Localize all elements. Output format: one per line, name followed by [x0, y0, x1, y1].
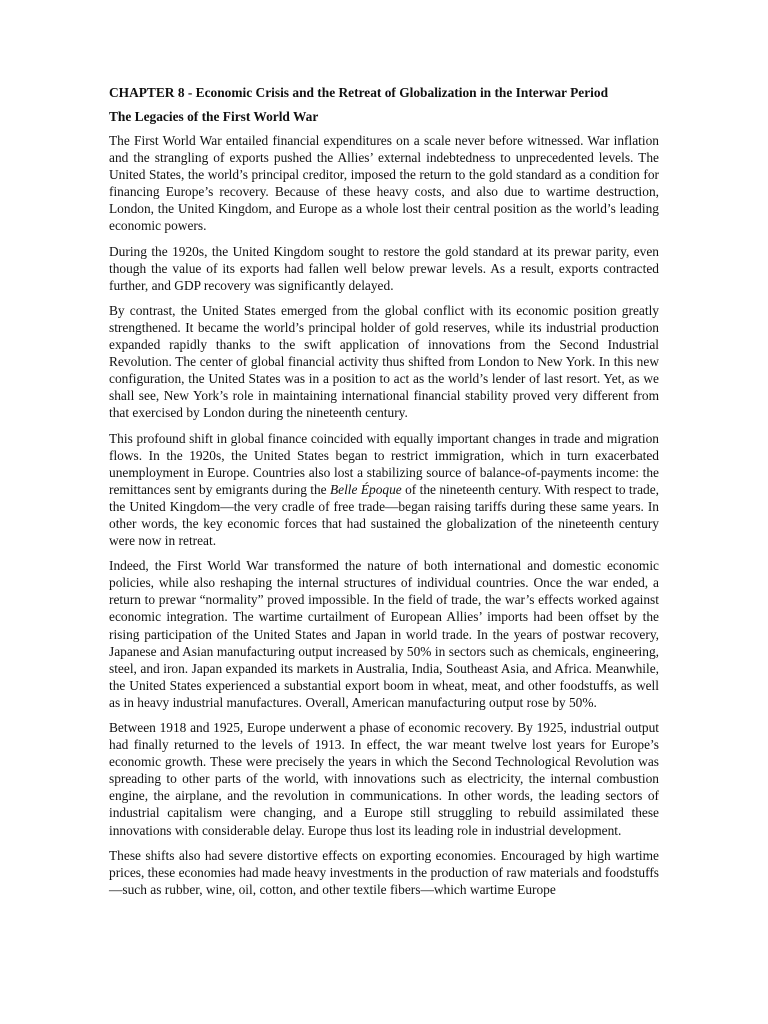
paragraph-5: Indeed, the First World War transformed the nature of both international and domestic economic policies, while also reshaping the internal structures of individual countries. Once the war ended, a return to prewar “normality” proved impossible. In the field of trade, the war’s effects worked against economic integration. The wartime curtailment of European Allies’ imports had been offset by the rising participation of the United States and Japan in world trade. In the years of postwar recovery, Japanese and Asian manufacturing output increased by 50% in sectors such as chemicals, engineering, steel, and iron. Japan expanded its markets in Australia, India, Southeast Asia, and Africa. Meanwhile, the United States experienced a substantial export boom in wheat, meat, and other foodstuffs, as well as in heavy industrial manufactures. Overall, American manufacturing output rose by 50%. — [109, 558, 659, 710]
paragraph-3: By contrast, the United States emerged from the global conflict with its economic position greatly strengthened. It became the world’s principal holder of gold reserves, while its industrial production expanded rapidly thanks to the swift application of innovations from the Second Industrial Revolution. The center of global financial activity thus shifted from London to New York. In this new configuration, the United States was in a position to act as the world’s lender of last resort. Yet, as we shall see, New York’s role in maintaining international financial stability proved very different from that exercised by London during the nineteenth century. — [109, 302, 659, 421]
section-title: The Legacies of the First World War — [109, 109, 319, 124]
chapter-title: CHAPTER 8 - Economic Crisis and the Retreat of Globalization in the Interwar Period — [109, 85, 609, 100]
document-page — [109, 84, 659, 906]
paragraph-4-text-before: This profound shift in global finance coincided with equally important changes in trade and migration flows. In the 1920s, the United States began to restrict immigration, which in turn exacerbated unemployment in Europe. Countries also lost a stabilizing source of balance-of-payments income: the remittances sent by emigrants during the — [109, 430, 659, 497]
paragraph-6: Between 1918 and 1925, Europe underwent a phase of economic recovery. By 1925, industrial output had finally returned to the levels of 1913. In effect, the war meant twelve lost years for Europe’s economic growth. These were precisely the years in which the Second Technological Revolution was spreading to other parts of the world, with innovations such as electricity, the internal combustion engine, the airplane, and the revolution in communications. In other words, the leading sectors of industrial capitalism were changing, and a Europe still struggling to rebuild assimilated these innovations with considerable delay. Europe thus lost its leading role in industrial development. — [109, 720, 659, 838]
paragraph-7: These shifts also had severe distortive effects on exporting economies. Encouraged by high wartime prices, these economies had made heavy investments in the production of raw materials and foodstuffs—such as rubber, wine, oil, cotton, and other textile fibers—which wartime Europe — [109, 847, 659, 897]
paragraph-4-text-after: of the nineteenth century. With respect to trade, the United Kingdom—the very cradle of free trade—began raising tariffs during these same years. In other words, the key economic forces that had sustained the globalization of the nineteenth century were now in retreat. — [109, 481, 659, 549]
paragraph-4 — [109, 430, 659, 550]
paragraph-4-italic-term: Belle Époque — [329, 481, 402, 497]
paragraph-2: During the 1920s, the United Kingdom sought to restore the gold standard at its prewar parity, even though the value of its exports had fallen well below prewar levels. As a result, exports contracted further, and GDP recovery was significantly delayed. — [109, 243, 659, 293]
paragraph-1: The First World War entailed financial expenditures on a scale never before witnessed. War inflation and the strangling of exports pushed the Allies’ external indebtedness to unprecedented levels. The United States, the world’s principal creditor, imposed the return to the gold standard as a condition for financing Europe’s recovery. Because of these heavy costs, and also due to wartime destruction, London, the United Kingdom, and Europe as a whole lost their central position as the world’s leading economic powers. — [109, 133, 659, 234]
